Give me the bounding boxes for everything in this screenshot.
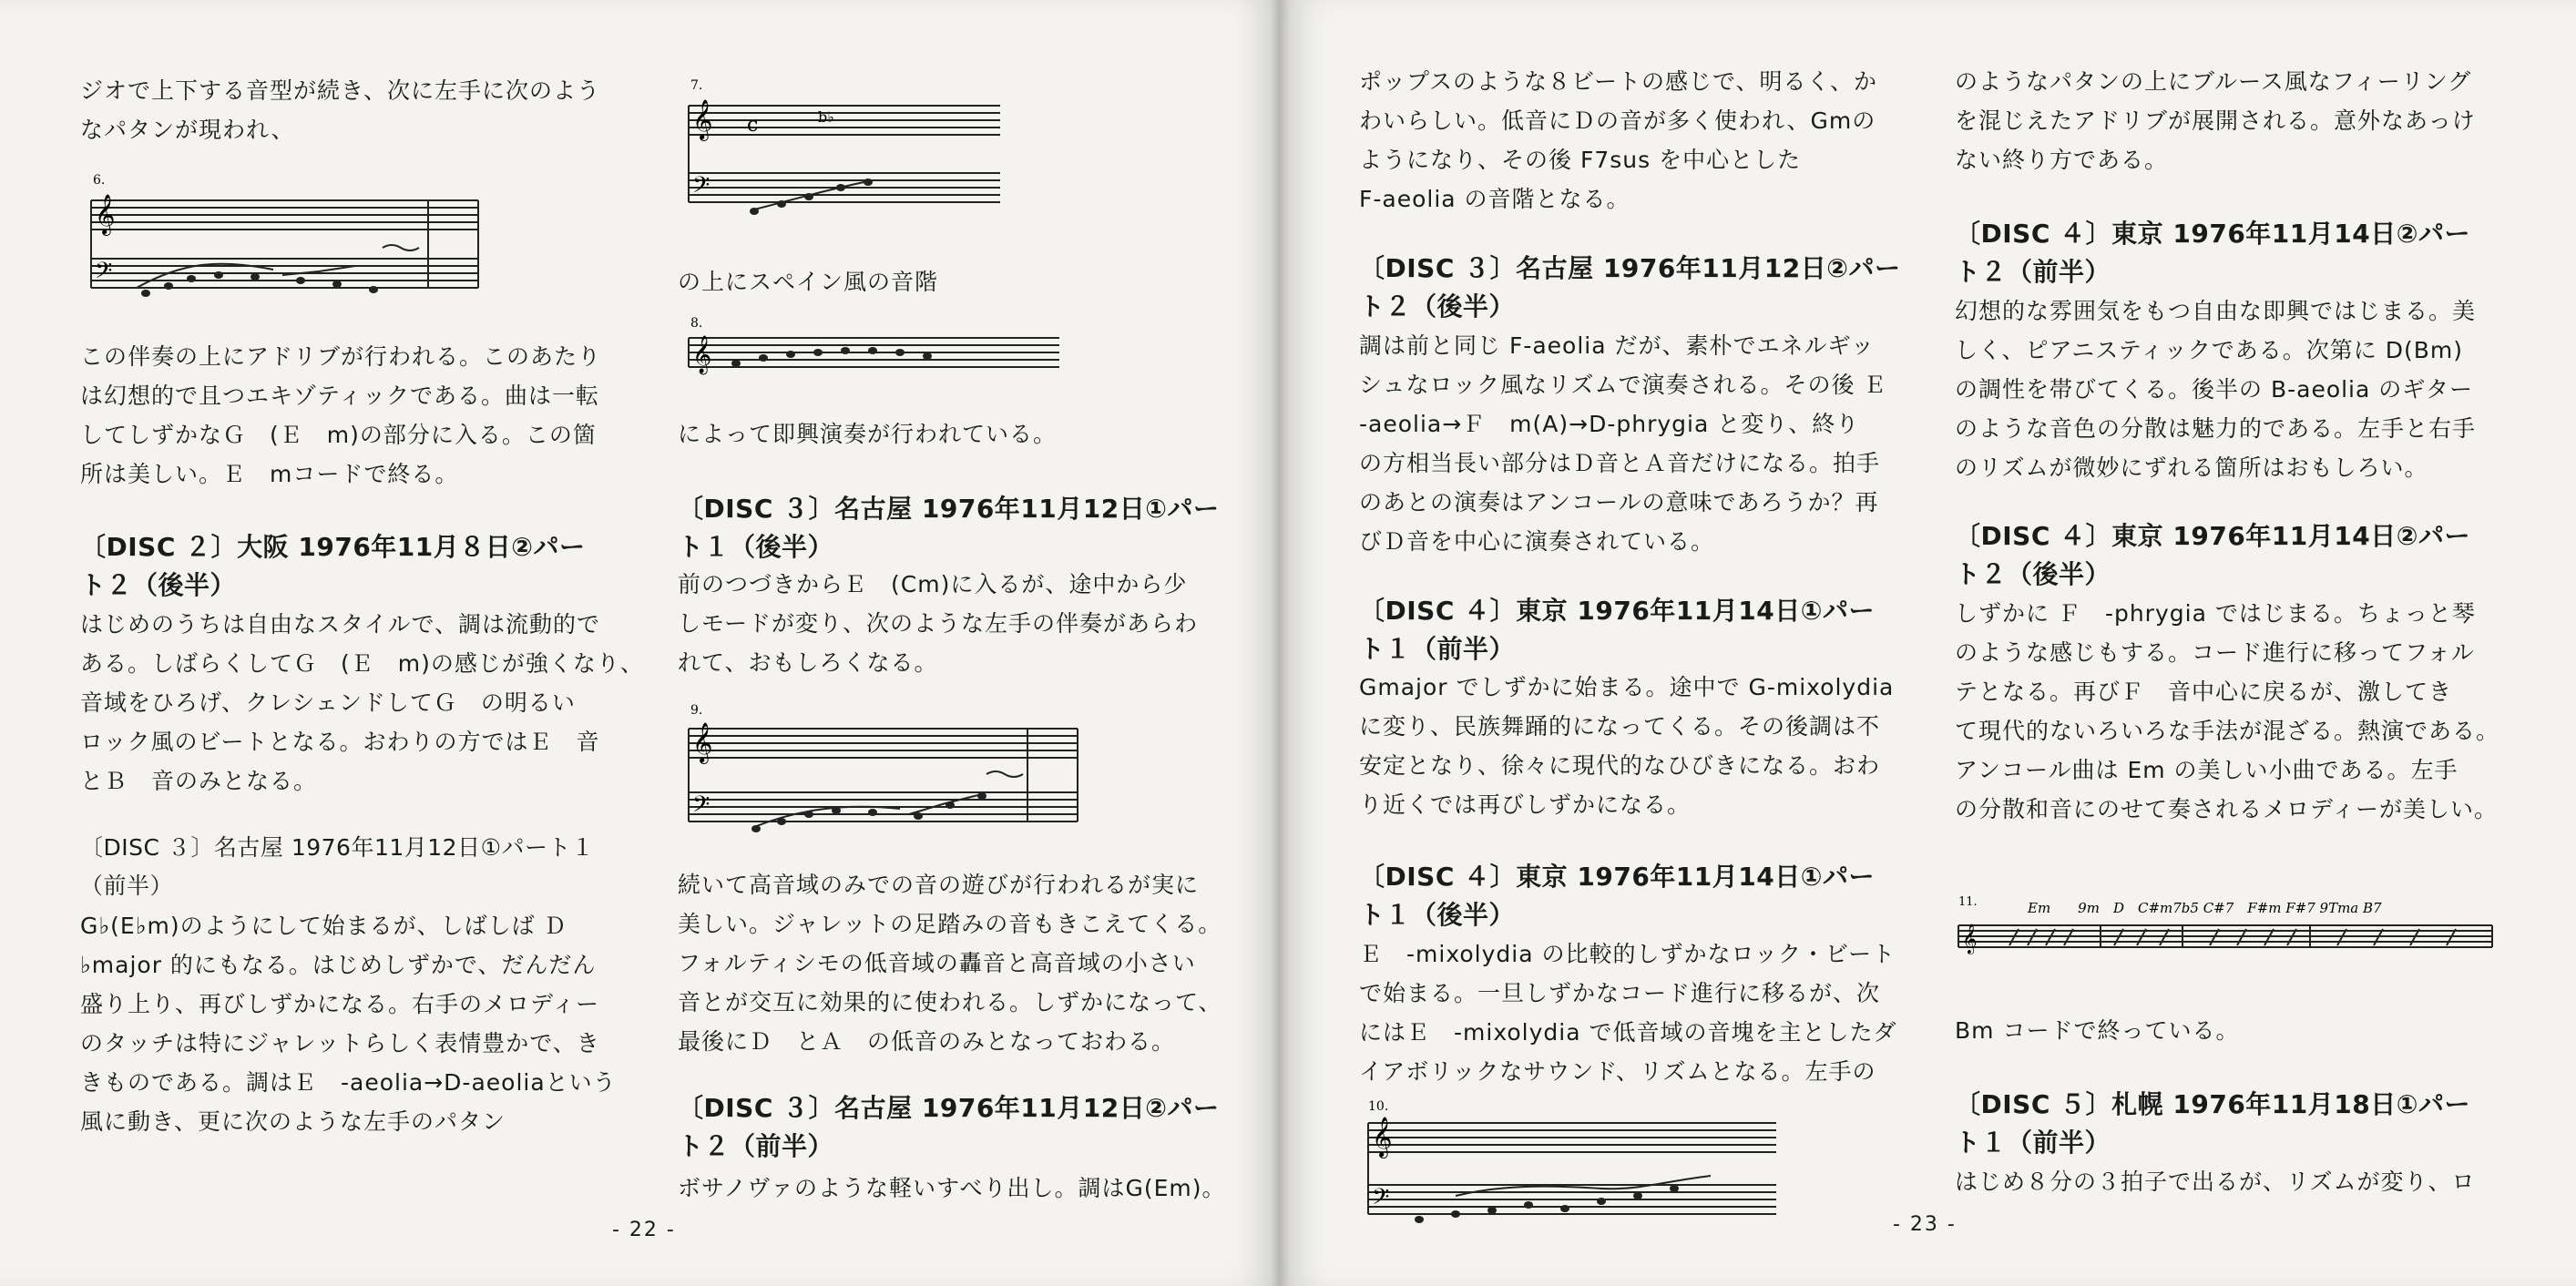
chord-symbols: Em 9m D C#m7b5 C#7 F#m F#7 9Tma B7 bbox=[2028, 900, 2382, 916]
svg-text:𝄞: 𝄞 bbox=[1962, 924, 1978, 954]
paragraph: 続いて高音域のみでの音の遊びが行われるが実に 美しい。ジャレットの足踏みの音もきこえてくる。 フォルティシモの低音域の轟音と高音域の小さい 音とが交互に効果的に使われる。しずかになって、 最後にＤ とＡ の低音のみとなっておわる。 bbox=[678, 872, 1222, 1055]
paragraph: この伴奏の上にアドリブが行われる。このあたり は幻想的で且つエキゾティックである。曲は一転 してしずかなＧ (Ｅ m)の部分に入る。この箇 所は美しい。Ｅ mコードで終る。 bbox=[80, 343, 602, 487]
paragraph: しずかに Ｆ -phrygia ではじまる。ちょっと琴 のような感じもする。コード進行に移ってフォル テとなる。再びＦ 音中心に戻るが、激してき て現代的ないろいろな手法が混ざる。熱演である。 アンコール曲は Em の美しい小曲である。左手 の分散和音にのせて奏されるメロディーが美しい。 bbox=[1955, 600, 2500, 822]
section-heading: 〔DISC ４〕東京 1976年11月14日②パー ト２（後半） bbox=[1955, 521, 2470, 589]
example-label: 11. bbox=[1958, 895, 1978, 909]
paragraph: 前のつづきからＥ (Cm)に入るが、途中から少 しモードが変り、次のような左手の伴奏があらわ れて、おもしろくなる。 bbox=[678, 571, 1199, 676]
paragraph: G♭(E♭m)のようにして始まるが、しばしば Ｄ ♭major 的にもなる。はじめしずかで、だんだん 盛り上り、再びしずかになる。右手のメロディー のタッチは特にジャレットらしく表情豊かで、き きものである。調はＥ -aeolia→D-aeoliaという 風に動き、更に次のような左手のパタン bbox=[80, 913, 617, 1135]
svg-text:𝄞: 𝄞 bbox=[692, 336, 712, 373]
svg-text:𝄢: 𝄢 bbox=[95, 258, 113, 290]
svg-text:𝄞: 𝄞 bbox=[692, 722, 713, 762]
svg-text:𝄞: 𝄞 bbox=[95, 194, 116, 234]
svg-text:𝄢: 𝄢 bbox=[692, 172, 710, 204]
page-number: - 22 - bbox=[612, 1219, 676, 1241]
paragraph: はじめのうちは自由なスタイルで、調は流動的で ある。しばらくしてＧ (Ｅ m)の感じが強くなり、 音域をひろげ、クレシェンドしてＧ の明るい ロック風のビートとなる。おわりの方ではＥ 音 とＢ 音のみとなる。 bbox=[80, 611, 644, 794]
music-example-9 bbox=[681, 701, 1082, 838]
music-example-6 bbox=[82, 171, 483, 308]
section-heading: 〔DISC ２〕大阪 1976年11月８日②パー ト２（後半） bbox=[80, 532, 586, 600]
svg-text:c: c bbox=[747, 114, 759, 137]
svg-text:𝄞: 𝄞 bbox=[692, 99, 713, 139]
paragraph: によって即興演奏が行われている。 bbox=[678, 421, 1058, 447]
section-heading: 〔DISC ４〕東京 1976年11月14日①パー ト１（前半） bbox=[1359, 596, 1875, 664]
example-label: 10. bbox=[1368, 1099, 1389, 1114]
music-example-11 bbox=[1955, 893, 2501, 956]
example-label: 8. bbox=[690, 316, 703, 331]
section-heading: 〔DISC ４〕東京 1976年11月14日①パー ト１（後半） bbox=[1359, 862, 1875, 930]
section-heading: 〔DISC ５〕札幌 1976年11月18日①パー ト１（前半） bbox=[1955, 1089, 2470, 1158]
paragraph: の上にスペイン風の音階 bbox=[678, 269, 939, 295]
music-example-8 bbox=[681, 314, 1064, 387]
paragraph: ポップスのような８ビートの感じで、明るく、か わいらしい。低音にＤの音が多く使われ、Gmの ようになり、その後 F7sus を中心とした F-aeolia の音階となる。 bbox=[1359, 68, 1878, 212]
music-example-7 bbox=[681, 73, 1009, 219]
example-label: 6. bbox=[93, 173, 106, 188]
paragraph: のようなパタンの上にブルース風なフィーリング を混じえたアドリブが展開される。意外なあっけ ない終り方である。 bbox=[1955, 68, 2476, 173]
paragraph: Gmajor でしずかに始まる。途中で G-mixolydia に変り、民族舞踊的になってくる。その後調は不 安定となり、徐々に現代的なひびきになる。おわ り近くでは再びしずかになる。 bbox=[1359, 674, 1895, 818]
paragraph: Ｅ -mixolydia の比較的しずかなロック・ビート で始まる。一旦しずかなコード進行に移るが、次 にはＥ -mixolydia で低音域の音塊を主としたダ イアボリックなサウンド、リズムとなる。左手の bbox=[1359, 941, 1897, 1085]
paragraph: ジオで上下する音型が続き、次に左手に次のよう なパタンが現われ、 bbox=[80, 77, 601, 143]
paragraph: ボサノヴァのような軽いすべり出し。調はG(Em)。 bbox=[678, 1175, 1226, 1201]
paragraph: Bm コードで終っている。 bbox=[1955, 1017, 2240, 1044]
section-heading: 〔DISC ４〕東京 1976年11月14日②パー ト２（前半） bbox=[1955, 219, 2470, 287]
section-heading: 〔DISC ３〕名古屋 1976年11月12日②パー ト２（後半） bbox=[1359, 253, 1901, 322]
svg-text:𝄢: 𝄢 bbox=[692, 791, 710, 823]
svg-text:𝄢: 𝄢 bbox=[1372, 1184, 1390, 1216]
paragraph: 幻想的な雰囲気をもつ自由な即興ではじまる。美 しく、ピアニスティックである。次第に D(Bm) の調性を帯びてくる。後半の B-aeolia のギター のような音色の分散は魅力的である。左手と右手 のリズムが微妙にずれる箇所はおもしろい。 bbox=[1955, 298, 2477, 481]
music-example-10 bbox=[1365, 1097, 1784, 1225]
svg-text:b♭: b♭ bbox=[818, 108, 834, 126]
example-label: 7. bbox=[690, 78, 703, 93]
paragraph: 調は前と同じ F-aeolia だが、素朴でエネルギッ シュなロック風なリズムで演奏される。その後 Ｅ -aeolia→Ｆ m(A)→D-phrygia と変り、終り の方相当長い部分はＤ音とＡ音だけになる。拍手 のあとの演奏はアンコールの意味であろうか？再 びＤ音を中心に演奏されている。 bbox=[1359, 332, 1887, 555]
section-heading: 〔DISC ３〕名古屋 1976年11月12日①パー ト１（後半） bbox=[678, 494, 1220, 562]
example-label: 9. bbox=[690, 703, 703, 718]
section-heading: 〔DISC ３〕名古屋 1976年11月12日②パー ト２（前半） bbox=[678, 1093, 1220, 1161]
page-number: - 23 - bbox=[1893, 1213, 1957, 1236]
paragraph: はじめ８分の３拍子で出るが、リズムが変り、ロ bbox=[1955, 1169, 2476, 1195]
section-heading: 〔DISC ３〕名古屋 1976年11月12日①パート１ （前半） bbox=[80, 834, 595, 899]
svg-text:𝄞: 𝄞 bbox=[1372, 1117, 1393, 1157]
booklet-gutter bbox=[1271, 0, 1289, 1286]
